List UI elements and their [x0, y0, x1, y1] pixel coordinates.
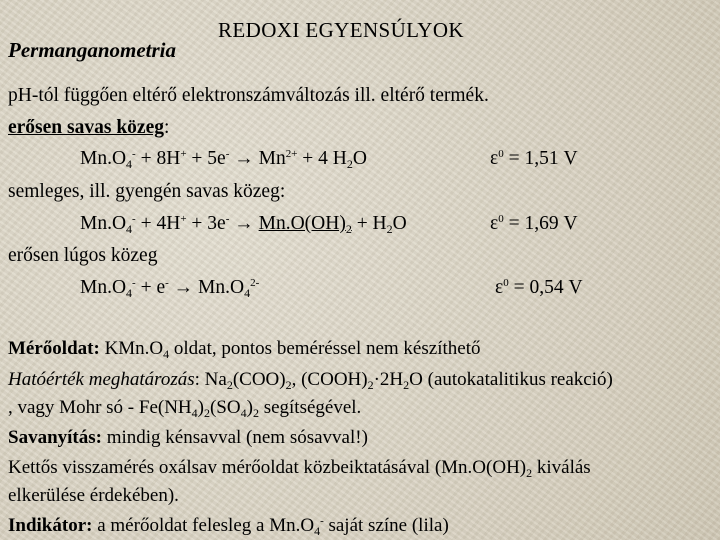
formula-subscript: 4	[240, 406, 247, 420]
formula-part: + 3e	[186, 213, 226, 234]
note-text: a mérőoldat felesleg a Mn.O	[92, 515, 315, 536]
acidic-label	[8, 117, 169, 139]
precipitate-product	[259, 213, 352, 234]
formula-subscript: 2	[285, 378, 292, 392]
formula-superscript: 2-	[250, 277, 260, 289]
formula-part: Mn	[258, 148, 286, 169]
formula-superscript: 0	[503, 277, 509, 289]
formula-superscript: -	[132, 148, 136, 160]
potential-value: = 1,69 V	[503, 213, 578, 234]
alkaline-reaction	[80, 277, 259, 299]
reaction-arrow: →	[229, 148, 259, 169]
standardization-label: Hatóérték meghatározás	[8, 369, 195, 390]
formula-superscript: 0	[498, 148, 504, 160]
acidification-note	[8, 427, 368, 449]
note-text: , vagy Mohr só - Fe(NH	[8, 397, 192, 418]
note-text: , (COOH)	[291, 369, 368, 390]
formula-subscript: 2	[526, 466, 533, 480]
note-text: )	[246, 397, 253, 418]
note-text: : Na	[194, 369, 227, 390]
formula-part: + 8H	[135, 148, 181, 169]
note-text: mindig kénsavval (nem sósavval!)	[101, 427, 368, 448]
formula-part: + 5e	[186, 148, 226, 169]
formula-superscript: +	[180, 213, 187, 225]
formula-superscript: -	[225, 148, 230, 160]
formula-superscript: 2+	[285, 148, 298, 160]
epsilon-symbol: ε	[495, 277, 504, 298]
formula-part: Mn.O	[80, 148, 127, 169]
note-text: KMn.O	[99, 338, 164, 359]
formula-subscript: 2	[252, 406, 259, 420]
reaction-arrow: →	[229, 213, 259, 234]
epsilon-symbol: ε	[490, 213, 499, 234]
formula-part: + e	[135, 277, 166, 298]
indicator-note	[8, 515, 449, 537]
back-titration-note	[8, 457, 591, 479]
formula-subscript: 2	[345, 222, 352, 236]
neutral-potential	[490, 213, 578, 235]
acidic-reaction	[80, 148, 367, 170]
formula-superscript: -	[225, 213, 230, 225]
potential-value: = 1,51 V	[503, 148, 578, 169]
alkaline-label: erősen lúgos közeg	[8, 245, 158, 266]
formula-part: Mn.O	[80, 213, 127, 234]
formula-subscript: 2	[203, 406, 210, 420]
formula-part: O	[392, 213, 407, 234]
formula-superscript: -	[132, 213, 136, 225]
reaction-arrow: →	[168, 277, 199, 298]
intro-text: pH-tól függően eltérő elektronszámváltozás ill. eltérő termék.	[8, 85, 489, 106]
formula-subscript: 4	[163, 347, 170, 361]
acidification-label: Savanyítás:	[8, 427, 102, 448]
epsilon-symbol: ε	[490, 148, 499, 169]
formula-superscript: -	[320, 515, 324, 527]
formula-superscript: -	[165, 277, 169, 289]
formula-subscript: 4	[191, 406, 198, 420]
formula-superscript: +	[180, 148, 187, 160]
formula-subscript: 4	[126, 222, 133, 236]
formula-superscript: -	[132, 277, 136, 289]
potential-value: = 0,54 V	[508, 277, 583, 298]
note-text: segítségével.	[258, 397, 362, 418]
note-text: )	[197, 397, 204, 418]
titrant-note	[8, 338, 480, 360]
acidic-label-colon: :	[163, 117, 170, 138]
formula-subscript: 4	[244, 286, 251, 300]
acidic-label-text: erősen savas közeg	[8, 117, 164, 138]
alkaline-potential	[495, 277, 583, 299]
formula-subscript: 2	[226, 378, 233, 392]
page-subtitle: Permanganometria	[8, 38, 177, 62]
formula-superscript: 0	[498, 213, 504, 225]
titrant-label: Mérőoldat:	[8, 338, 100, 359]
formula-subscript: 2	[346, 157, 353, 171]
standardization-note	[8, 369, 613, 391]
note-text: (COO)	[232, 369, 286, 390]
note-text: (SO	[209, 397, 241, 418]
note-text: saját színe (lila)	[323, 515, 449, 536]
formula-subscript: 4	[126, 157, 133, 171]
note-text: Kettős visszamérés oxálsav mérőoldat közbeiktatásával (Mn.O(OH)	[8, 457, 527, 478]
page-title: REDOXI EGYENSÚLYOK	[218, 18, 464, 42]
note-text: ·2H	[373, 369, 404, 390]
note-text: kiválás	[532, 457, 591, 478]
formula-subscript: 4	[126, 286, 133, 300]
formula-part: + H	[351, 213, 387, 234]
formula-part: + 4H	[135, 213, 181, 234]
acidic-potential	[490, 148, 578, 170]
note-text: oldat, pontos beméréssel nem készíthető	[169, 338, 481, 359]
formula-part: O	[352, 148, 367, 169]
formula-subscript: 2	[386, 222, 393, 236]
indicator-label: Indikátor:	[8, 515, 93, 536]
standardization-note-cont	[8, 397, 361, 419]
note-text: O (autokatalitikus reakció)	[409, 369, 613, 390]
formula-subscript: 2	[367, 378, 374, 392]
back-titration-note-cont: elkerülése érdekében).	[8, 485, 179, 506]
formula-subscript: 2	[403, 378, 410, 392]
formula-part: Mn.O	[80, 277, 127, 298]
formula-part: + 4 H	[297, 148, 347, 169]
neutral-reaction	[80, 213, 407, 235]
neutral-label: semleges, ill. gyengén savas közeg:	[8, 181, 286, 202]
formula-part: Mn.O	[198, 277, 245, 298]
formula-subscript: 4	[314, 524, 321, 538]
formula-part: Mn.O(OH)	[258, 213, 346, 234]
